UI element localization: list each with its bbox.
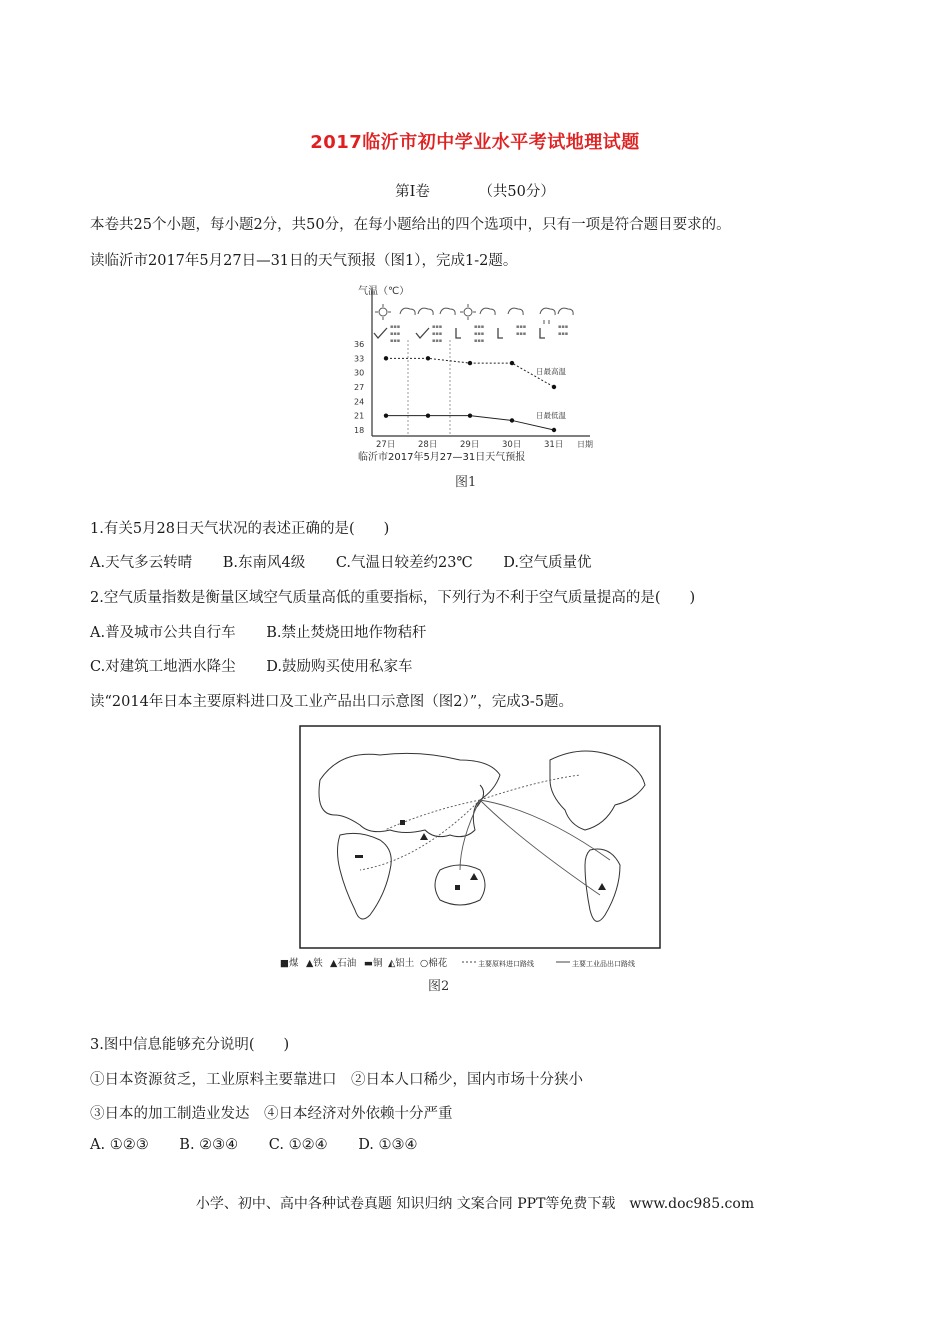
section-score: （共50分） [478, 184, 555, 200]
high-temp-point [552, 385, 556, 389]
question-3-stem: 3.图中信息能够充分说明( ) [90, 1037, 290, 1053]
weather-icons-row [375, 304, 573, 324]
question-1-option-b: B.东南风4级 [222, 555, 306, 571]
figure-1-subtitle: 临沂市2017年5月27—31日天气预报 [358, 452, 526, 463]
svg-text:▪▪▪: ▪▪▪ [558, 331, 569, 337]
question-2-option-d: D.鼓励购买使用私家车 [266, 659, 413, 675]
question-3-statement-1: ①日本资源贫乏，工业原料主要靠进口 ②日本人口稀少，国内市场十分狭小 [90, 1072, 583, 1088]
y-tick-label: 24 [354, 397, 365, 407]
y-axis-label: 气温（℃） [358, 286, 410, 297]
page-title: 2017临沂市初中学业水平考试地理试题 [310, 132, 640, 153]
y-tick-label: 21 [354, 411, 365, 421]
question-3-option-d: D. ①③④ [358, 1137, 418, 1153]
svg-text:▪▪▪: ▪▪▪ [390, 331, 401, 337]
low-temp-point [384, 413, 388, 417]
figure-2-caption: 图2 [428, 979, 450, 994]
sun-icon [375, 304, 391, 320]
question-3-option-c: C. ①②④ [268, 1137, 328, 1153]
check-icon [374, 328, 387, 338]
question-3-statement-2: ③日本的加工制造业发达 ④日本经济对外依赖十分严重 [90, 1106, 453, 1122]
legend-copper: ▬铜 [364, 958, 383, 969]
svg-text:▪▪▪: ▪▪▪ [516, 331, 527, 337]
high-temp-point [384, 356, 388, 360]
legend-export-route: 主要工业品出口路线 [572, 960, 635, 968]
legend-coal: ■煤 [280, 958, 299, 969]
low-temp-point [510, 418, 514, 422]
coal-marker [400, 820, 405, 825]
intro-text: 本卷共25个小题，每小题2分，共50分，在每小题给出的四个选项中，只有一项是符合题目要求的。 [90, 217, 731, 233]
svg-text:▪▪▪: ▪▪▪ [432, 331, 443, 337]
question-2-stem: 2.空气质量指数是衡量区域空气质量高低的重要指标，下列行为不利于空气质量提高的是( ) [90, 590, 696, 606]
section-name: 第Ⅰ卷 [395, 184, 430, 200]
question-1-option-a: A.天气多云转晴 [90, 555, 193, 571]
question-1-option-d: D.空气质量优 [503, 555, 592, 571]
low-temp-point [468, 413, 472, 417]
question-2-option-a: A.普及城市公共自行车 [90, 625, 236, 641]
question-2-options-row-2 [90, 655, 439, 676]
figure-1-caption: 图1 [455, 475, 477, 490]
x-ticks [376, 440, 563, 450]
question-2-option-b: B.禁止焚烧田地作物秸秆 [266, 625, 427, 641]
y-ticks [354, 340, 364, 435]
copper-marker [355, 855, 363, 858]
question-3-option-b: B. ②③④ [179, 1137, 239, 1153]
svg-text:▪▪▪: ▪▪▪ [474, 324, 485, 330]
legend-cotton: ○棉花 [420, 958, 448, 969]
series-label-high: 日最高温 [536, 367, 566, 376]
legend-bauxite: ◭铝土 [388, 958, 415, 969]
x-tick-label: 28日 [418, 440, 438, 450]
question-2-options-row-1 [90, 621, 452, 642]
section-header [0, 180, 950, 201]
read-instruction-1: 读临沂市2017年5月27日—31日的天气预报（图1），完成1-2题。 [90, 253, 518, 269]
y-tick-label: 27 [354, 383, 365, 392]
svg-text:▪▪▪: ▪▪▪ [390, 324, 401, 330]
high-temp-point [510, 361, 514, 365]
series-group [384, 356, 556, 432]
read-instruction-2: 读“2014年日本主要原料进口及工业产品出口示意图（图2）”，完成3-5题。 [90, 694, 574, 710]
svg-text:▪▪▪: ▪▪▪ [474, 338, 485, 344]
low-temp-point [426, 413, 430, 417]
high-temp-point [468, 361, 472, 365]
svg-text:▪▪▪: ▪▪▪ [516, 324, 527, 330]
cloud-icon [418, 308, 433, 315]
y-tick-label: 33 [354, 354, 365, 364]
question-2-option-c: C.对建筑工地洒水降尘 [90, 659, 236, 675]
series-label-low: 日最低温 [536, 411, 566, 420]
map-frame [300, 726, 660, 948]
x-tick-label: 27日 [376, 440, 396, 450]
svg-text:▪▪▪: ▪▪▪ [558, 324, 569, 330]
legend-import-route: 主要原料进口路线 [478, 960, 534, 968]
figure-2-trade-map [280, 720, 680, 1010]
cloud-icon [440, 308, 455, 315]
svg-text:▪▪▪: ▪▪▪ [432, 324, 443, 330]
x-tick-label: 30日 [502, 440, 522, 450]
rain-icon [540, 308, 555, 324]
cloud-icon [508, 308, 523, 315]
x-tick-label: 29日 [460, 440, 480, 450]
check-icon [416, 328, 429, 338]
svg-text:▪▪▪: ▪▪▪ [474, 331, 485, 337]
question-1-options [90, 551, 618, 572]
svg-text:▪▪▪: ▪▪▪ [390, 338, 401, 344]
low-temp-point [552, 428, 556, 432]
question-3-options [90, 1137, 444, 1153]
high-temp-point [426, 356, 430, 360]
page-footer: 小学、初中、高中各种试卷真题 知识归纳 文案合同 PPT等免费下载 www.doc985.com [195, 1196, 755, 1212]
sun-icon [460, 304, 476, 320]
coal-marker [455, 885, 460, 890]
cloud-icon [480, 308, 495, 315]
y-tick-label: 30 [354, 368, 365, 378]
y-tick-label: 36 [354, 340, 365, 349]
question-1-stem: 1.有关5月28日天气状况的表述正确的是( ) [90, 521, 390, 537]
figure-1-weather-chart [350, 280, 600, 495]
y-tick-label: 18 [354, 426, 365, 435]
figure-2-legend [280, 957, 635, 969]
cloud-icon [558, 308, 573, 315]
cloud-icon [400, 308, 415, 315]
svg-text:▪▪▪: ▪▪▪ [432, 338, 443, 344]
x-axis-unit: 日期 [577, 440, 593, 449]
x-tick-label: 31日 [544, 440, 564, 450]
question-3-option-a: A. ①②③ [90, 1137, 149, 1153]
legend-oil: ▲石油 [330, 958, 357, 969]
question-1-option-c: C.气温日较差约23℃ [335, 555, 473, 571]
legend-iron: ▲铁 [306, 958, 323, 969]
